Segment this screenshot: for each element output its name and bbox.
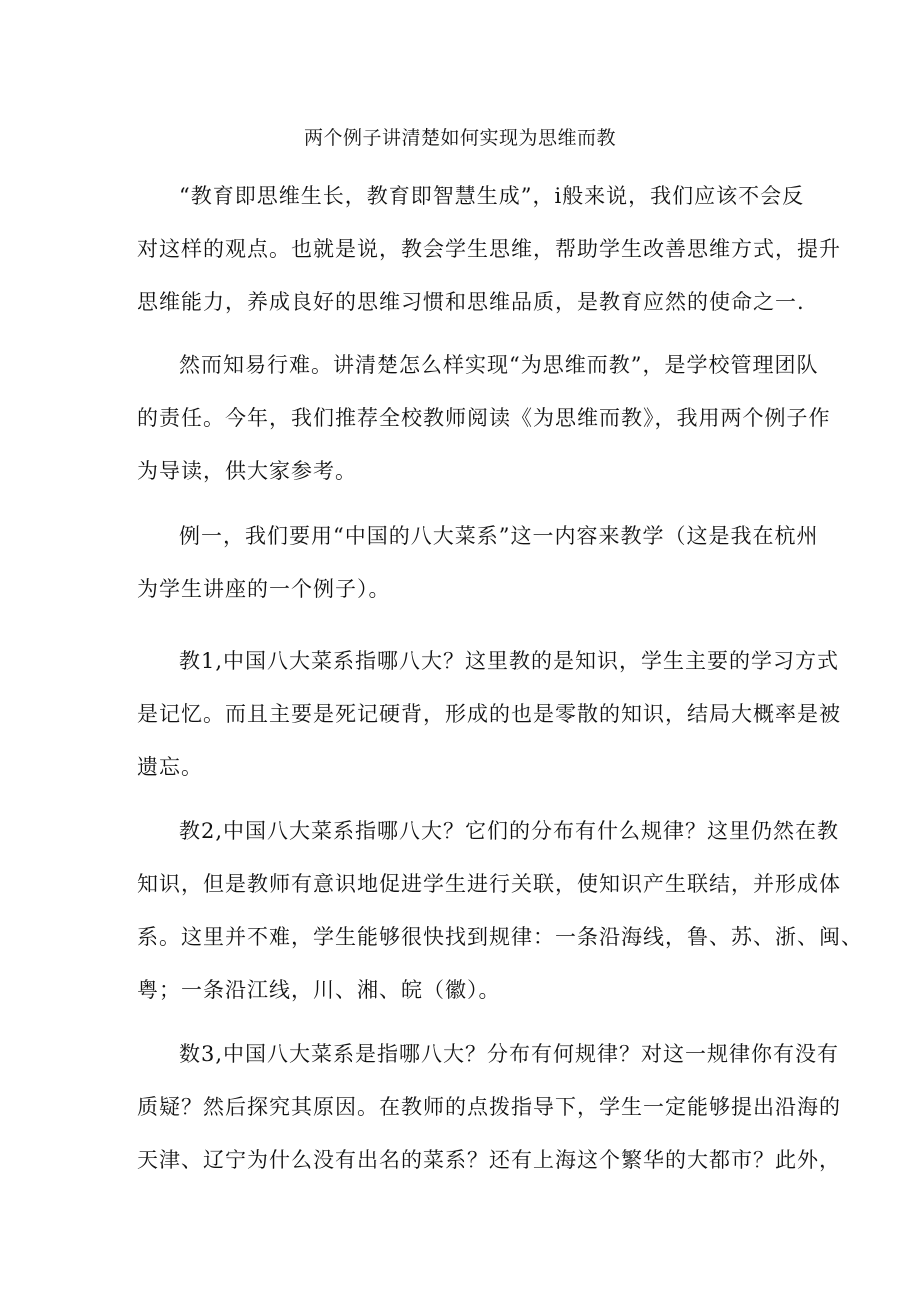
paragraph-challenge <box>137 339 831 498</box>
paragraph-line: 例一，我们要用“中国的八大菜系”这一内容来教学（这是我在杭州 <box>179 524 819 548</box>
paragraph-line: 粤；一条沿江线，川、湘、皖（徽）。 <box>137 978 501 1002</box>
paragraph-line: 是记忆。而且主要是死记硬背，形成的也是零散的知识，结局大概率是被 <box>137 702 841 726</box>
paragraph-line: 为导读，供大家参考。 <box>137 459 357 483</box>
paragraph-teach-2 <box>137 805 863 1017</box>
paragraph-line: 质疑？然后探究其原因。在教师的点拨指导下，学生一定能够提出沿海的 <box>137 1095 841 1119</box>
paragraph-intro <box>137 170 841 329</box>
paragraph-line: 遗忘。 <box>137 755 203 779</box>
paragraph-line: 教2,中国八大菜系指哪八大？它们的分布有什么规律？这里仍然在教 <box>179 819 840 843</box>
paragraph-teach-1 <box>137 635 841 794</box>
document-title: 两个例子讲清楚如何实现为思维而教 <box>303 127 616 149</box>
paragraph-line: 系。这里并不难，学生能够很快找到规律：一条沿海线，鲁、苏、浙、闽、 <box>137 925 863 949</box>
paragraph-line: 知识，但是教师有意识地促进学生进行关联，使知识产生联结，并形成体 <box>137 872 841 896</box>
paragraph-line: 教1,中国八大菜系指哪八大？这里教的是知识，学生主要的学习方式 <box>179 649 840 673</box>
paragraph-line: 思维能力，养成良好的思维习惯和思维品质，是教育应然的使命之一. <box>137 290 805 314</box>
paragraph-example-one <box>137 510 819 616</box>
paragraph-line: “教育即思维生长，教育即智慧生成”，i般来说，我们应该不会反 <box>179 184 805 208</box>
paragraph-teach-3 <box>137 1028 841 1187</box>
paragraph-line: 为学生讲座的一个例子）。 <box>137 577 391 601</box>
paragraph-line: 然而知易行难。讲清楚怎么样实现“为思维而教”，是学校管理团队 <box>179 353 819 377</box>
paragraph-line: 对这样的观点。也就是说，教会学生思维，帮助学生改善思维方式，提升 <box>137 237 841 261</box>
paragraph-line: 数3,中国八大菜系是指哪八大？分布有何规律？对这一规律你有没有 <box>179 1042 840 1066</box>
paragraph-line: 的责任。今年，我们推荐全校教师阅读《为思维而教》，我用两个例子作 <box>137 406 831 430</box>
paragraph-line: 天津、辽宁为什么没有出名的菜系？还有上海这个繁华的大都市？此外， <box>137 1148 841 1172</box>
